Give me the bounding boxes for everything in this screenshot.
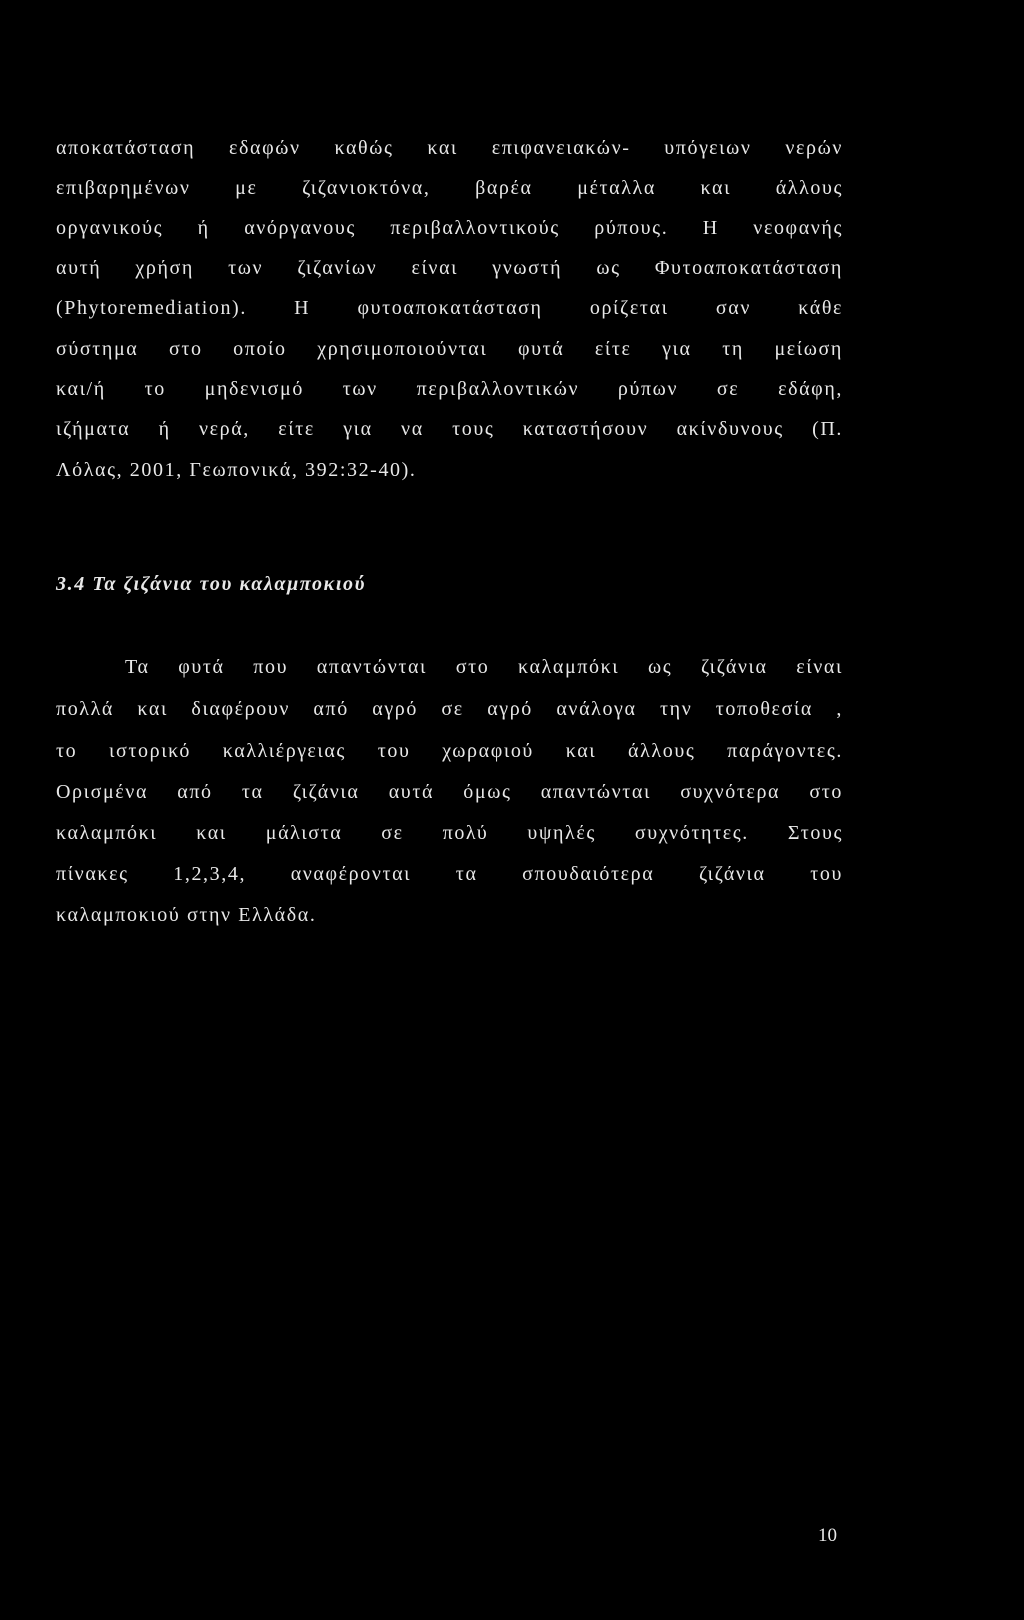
- paragraph-line: ιζήματα ή νερά, είτε για να τους καταστήσουν ακίνδυνους (Π.: [56, 418, 843, 440]
- paragraph-line: καλαμπόκι και μάλιστα σε πολύ υψηλές συχνότητες. Στους: [56, 822, 843, 844]
- paragraph-line: πίνακες 1,2,3,4, αναφέρονται τα σπουδαιότερα ζιζάνια του: [56, 863, 843, 885]
- paragraph-line: το ιστορικό καλλιέργειας του χωραφιού και άλλους παράγοντες.: [56, 740, 843, 762]
- paragraph-line: Λόλας, 2001, Γεωπονικά, 392:32-40).: [56, 459, 417, 481]
- paragraph-line: επιβαρημένων με ζιζανιοκτόνα, βαρέα μέταλλα και άλλους: [56, 177, 843, 199]
- paragraph-line: οργανικούς ή ανόργανους περιβαλλοντικούς ρύπους. Η νεοφανής: [56, 217, 843, 239]
- paragraph-line: Ορισμένα από τα ζιζάνια αυτά όμως απαντώνται συχνότερα στο: [56, 781, 843, 803]
- paragraph-line: καλαμποκιού στην Ελλάδα.: [56, 904, 317, 926]
- paragraph-line: σύστημα στο οποίο χρησιμοποιούνται φυτά είτε για τη μείωση: [56, 338, 843, 360]
- paragraph-line: πολλά και διαφέρουν από αγρό σε αγρό ανάλογα την τοποθεσία ,: [56, 698, 843, 720]
- paragraph-line: αυτή χρήση των ζιζανίων είναι γνωστή ως Φυτοαποκατάσταση: [56, 257, 843, 279]
- paragraph-line: Τα φυτά που απαντώνται στο καλαμπόκι ως ζιζάνια είναι: [125, 656, 843, 678]
- section-heading: 3.4 Τα ζιζάνια του καλαμποκιού: [56, 573, 366, 595]
- page-number: 10: [818, 1525, 837, 1546]
- paragraph-line: (Phytoremediation). Η φυτοαποκατάσταση ορίζεται σαν κάθε: [56, 297, 843, 319]
- paragraph-line: και/ή το μηδενισμό των περιβαλλοντικών ρύπων σε εδάφη,: [56, 378, 843, 400]
- paragraph-line: αποκατάσταση εδαφών καθώς και επιφανειακών- υπόγειων νερών: [56, 137, 843, 159]
